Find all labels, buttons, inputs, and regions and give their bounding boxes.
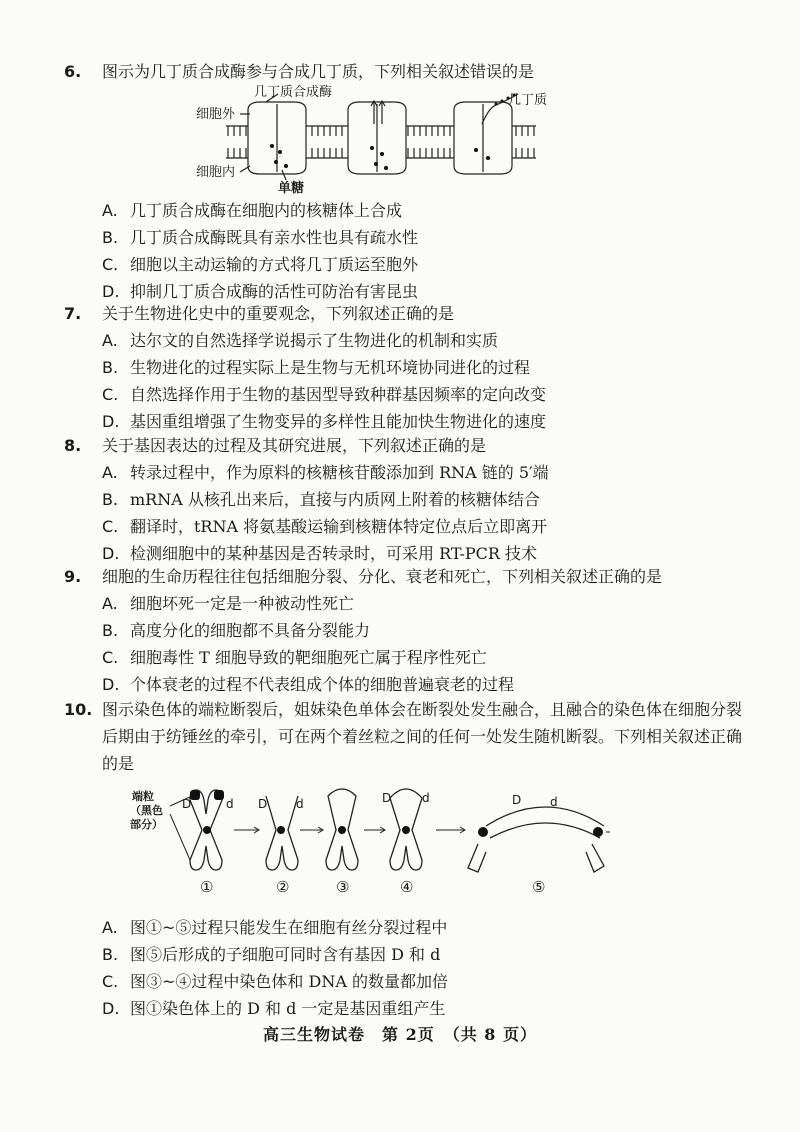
label-gene-d: d	[422, 791, 430, 805]
question-number: 10.	[64, 700, 93, 719]
question-7	[64, 300, 754, 435]
label-step-1: ①	[200, 878, 214, 896]
label-telomere-black: （黑色	[130, 804, 163, 817]
option-d: D. 个体衰老的过程不代表组成个体的细胞普遍衰老的过程	[102, 675, 515, 694]
question-number: 7.	[64, 304, 82, 323]
label-gene-d: d	[226, 797, 234, 811]
label-gene-D: D	[512, 793, 522, 807]
option-d: D. 图①染色体上的 D 和 d 一定是基因重组产生	[102, 999, 446, 1018]
label-gene-d: d	[296, 797, 304, 811]
option-b: B. mRNA 从核孔出来后，直接与内质网上附着的核糖体结合	[102, 490, 540, 509]
question-number: 8.	[64, 436, 82, 455]
question-stem: 图示染色体的端粒断裂后，姐妹染色单体会在断裂处发生融合，且融合的染色体在细胞分裂后期由于纺锤丝的牵引，可在两个着丝粒之间的任何一处发生随机断裂。下列相关叙述正确的是	[102, 700, 743, 773]
label-step-4: ④	[400, 878, 414, 896]
option-a: A. 几丁质合成酶在细胞内的核糖体上合成	[102, 201, 403, 220]
page-footer: 高三生物试卷 第 2页 （共 8 页）	[263, 1025, 537, 1044]
question-10	[64, 696, 754, 777]
chromosome-figure	[130, 784, 610, 896]
question-number: 6.	[64, 62, 82, 81]
option-d: D. 检测细胞中的某种基因是否转录时，可采用 RT-PCR 技术	[102, 544, 538, 563]
chitin-synthase-figure	[196, 84, 556, 194]
label-step-2: ②	[276, 878, 290, 896]
label-chitin: 几丁质	[508, 93, 548, 108]
option-c: C. 翻译时，tRNA 将氨基酸运输到核糖体特定位点后立即离开	[102, 517, 548, 536]
option-b: B. 高度分化的细胞都不具备分裂能力	[102, 621, 371, 640]
question-6-options	[64, 197, 754, 305]
label-gene-D: D	[382, 791, 392, 805]
option-b: B. 几丁质合成酶既具有亲水性也具有疏水性	[102, 228, 419, 247]
question-stem: 关于生物进化史中的重要观念，下列叙述正确的是	[102, 304, 455, 323]
option-c: C. 细胞以主动运输的方式将几丁质运至胞外	[102, 255, 419, 274]
label-step-3: ③	[336, 878, 350, 896]
question-stem: 细胞的生命历程往往包括细胞分裂、分化、衰老和死亡，下列相关叙述正确的是	[102, 567, 663, 586]
label-step-5: ⑤	[532, 878, 546, 896]
question-10-options	[64, 914, 754, 1022]
option-a: A. 图①~⑤过程只能发生在细胞有丝分裂过程中	[102, 918, 448, 937]
option-a: A. 细胞坏死一定是一种被动性死亡	[102, 594, 355, 613]
option-b: B. 生物进化的过程实际上是生物与无机环境协同进化的过程	[102, 358, 531, 377]
label-outside: 细胞外	[196, 107, 236, 122]
question-8	[64, 432, 754, 567]
label-telomere: 端粒	[132, 790, 154, 803]
label-telomere-part: 部分）	[130, 818, 163, 831]
question-stem: 关于基因表达的过程及其研究进展，下列叙述正确的是	[102, 436, 487, 455]
option-c: C. 自然选择作用于生物的基因型导致种群基因频率的定向改变	[102, 385, 547, 404]
question-9	[64, 563, 754, 698]
option-d: D. 抑制几丁质合成酶的活性可防治有害昆虫	[102, 282, 419, 301]
option-a: A. 转录过程中，作为原料的核糖核苷酸添加到 RNA 链的 5′端	[102, 463, 549, 482]
option-b: B. 图⑤后形成的子细胞可同时含有基因 D 和 d	[102, 945, 441, 964]
label-gene-D: D	[258, 797, 268, 811]
label-monosaccharide: 单糖	[278, 181, 305, 194]
label-gene-D: D	[182, 797, 192, 811]
question-6	[64, 58, 754, 85]
option-d: D. 基因重组增强了生物变异的多样性且能加快生物进化的速度	[102, 412, 547, 431]
label-enzyme: 几丁质合成酶	[254, 85, 333, 100]
question-number: 9.	[64, 567, 82, 586]
label-gene-d: d	[550, 795, 558, 809]
label-inside: 细胞内	[196, 165, 236, 180]
question-stem: 图示为几丁质合成酶参与合成几丁质，下列相关叙述错误的是	[102, 62, 535, 81]
option-c: C. 细胞毒性 T 细胞导致的靶细胞死亡属于程序性死亡	[102, 648, 487, 667]
option-a: A. 达尔文的自然选择学说揭示了生物进化的机制和实质	[102, 331, 499, 350]
option-c: C. 图③~④过程中染色体和 DNA 的数量都加倍	[102, 972, 448, 991]
